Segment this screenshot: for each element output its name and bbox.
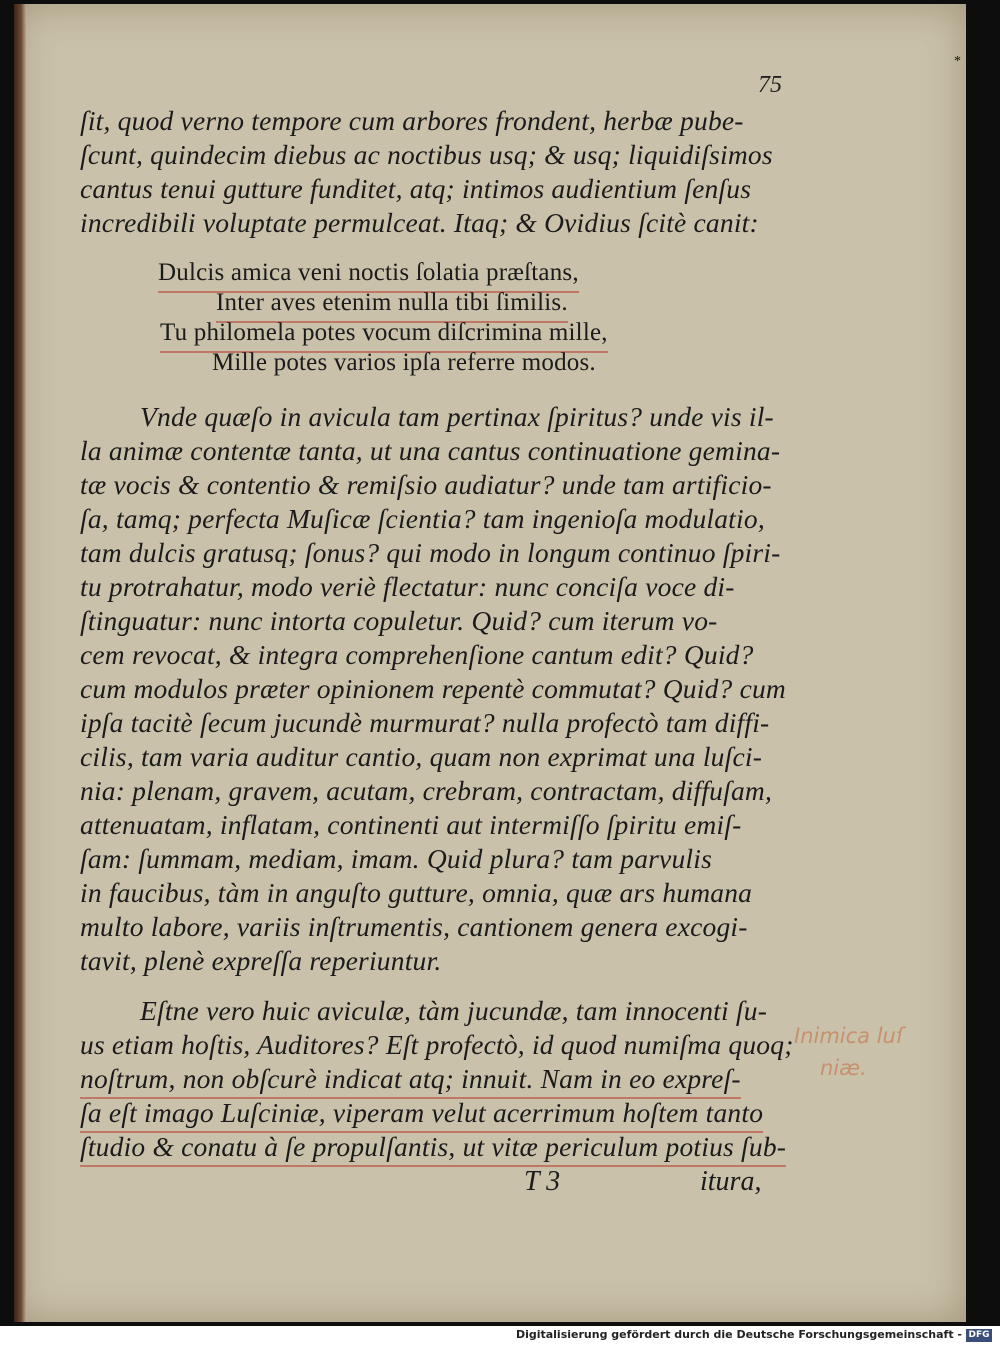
text-line: tu protrahatur, modo veriè flectatur: nunc conciſa voce di- [80,571,735,602]
text-line: tavit, plenè expreſſa reperiuntur. [80,945,442,976]
text-line: cantus tenui gutture funditet, atq; intimos audientium ſenſus [80,173,752,204]
catchword: itura, [700,1166,762,1197]
text-line: us etiam hoſtis, Auditores? Eſt profectò, id quod numiſma quoq; [80,1029,794,1060]
text-line: multo labore, variis inſtrumentis, cantionem genera excogi- [80,911,748,942]
text-line: ipſa tacitè ſecum jucundè murmurat? nulla profectò tam diffi- [80,707,770,738]
text-line: cilis, tam varia auditur cantio, quam non exprimat una luſci- [80,741,763,772]
text-line: Eſtne vero huic aviculæ, tàm jucundæ, tam innocenti ſu- [140,995,768,1026]
verse-line: Dulcis amica veni noctis ſolatia præſtans, [158,256,579,293]
text-line: ſit, quod verno tempore cum arbores frondent, herbæ pube- [80,105,744,136]
dfg-logo-icon: DFG [966,1329,992,1342]
margin-note-line: Inimica luſ [794,1024,904,1048]
text-line: ſam: ſummam, mediam, imam. Quid plura? tam parvulis [80,843,712,874]
signature-mark: T 3 [524,1166,561,1197]
text-line: attenuatam, inflatam, continenti aut intermiſſo ſpiritu emiſ- [80,809,742,840]
verse-line: Inter aves etenim nulla tibi ſimilis. [216,286,568,323]
text-line: cum modulos præter opinionem repentè commutat? Quid? cum [80,673,786,704]
text-line: incredibili voluptate permulceat. Itaq; & Ovidius ſcitè canit: [80,207,759,238]
text-line: in faucibus, tàm in anguſto gutture, omnia, quæ ars humana [80,877,753,908]
page-number: 75 [758,72,782,98]
verse-line: Tu philomela potes vocum diſcrimina mille, [160,316,608,353]
text-line: nia: plenam, gravem, acutam, crebram, contractam, diffuſam, [80,775,773,806]
text-line: cem revocat, & integra comprehenſione cantum edit? Quid? [80,639,754,670]
footer-bar [0,1326,1000,1346]
text-line: ſa, tamq; perfecta Muſicæ ſcientia? tam ingenioſa modulatio, [80,503,765,534]
margin-note-line: niæ. [820,1056,867,1080]
text-line: tam dulcis gratusq; ſonus? qui modo in longum continuo ſpiri- [80,537,781,568]
book-page [14,4,966,1322]
text-line: tæ vocis & contentio & remiſsio audiatur? unde tam artificio- [80,469,772,500]
text-line: ſtudio & conatu à ſe propulſantis, ut vitæ periculum potius ſub- [80,1130,786,1167]
text-line: ſcunt, quindecim diebus ac noctibus usq; & usq; liquidiſsimos [80,139,773,170]
text-line: ſa eſt imago Luſciniæ, viperam velut acerrimum hoſtem tanto [80,1096,763,1133]
text-line: Vnde quæſo in avicula tam pertinax ſpiritus? unde vis il- [140,401,774,432]
binding-edge [14,4,26,1322]
text-line: la animæ contentæ tanta, ut una cantus continuatione gemina- [80,435,781,466]
edge-mark: * [954,54,961,69]
text-line: noſtrum, non obſcurè indicat atq; innuit. Nam in eo expreſ- [80,1062,741,1099]
text-line: ſtinguatur: nunc intorta copuletur. Quid? cum iterum vo- [80,605,718,636]
footer-credit: Digitalisierung gefördert durch die Deutsche Forschungsgemeinschaft - [515,1328,962,1341]
verse-line: Mille potes varios ipſa referre modos. [212,349,596,376]
